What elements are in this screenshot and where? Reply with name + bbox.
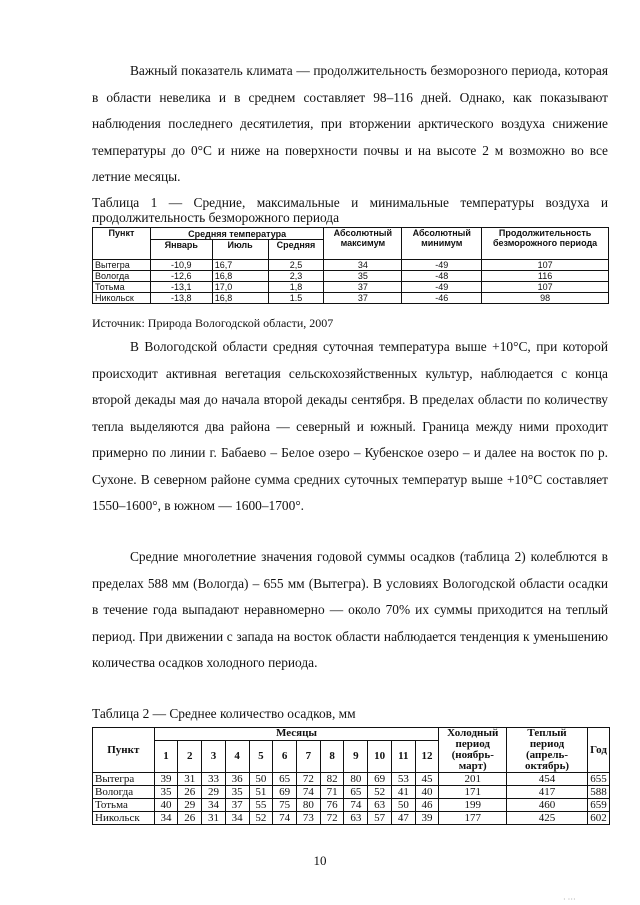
t1-header-jan: Январь [150,240,212,260]
t2-header-warm: Теплый период (апрель-октябрь) [507,728,588,773]
table-row: Никольск -13,8 16,8 1.5 37 -46 98 [93,293,609,304]
t1-header-frost-free: Продолжительность безморожного периода [482,228,609,260]
table-row: Тотьма -13,1 17,0 1,8 37 -49 107 [93,282,609,293]
table-row: Вытегра -10,9 16,7 2,5 34 -49 107 [93,260,609,271]
t2-header-month: 6 [273,740,297,772]
table1-caption: Таблица 1 — Средние, максимальные и минимальные температуры воздуха и продолжительность безморожного периода [92,195,608,225]
t2-header-month: 10 [368,740,392,772]
paragraph-precipitation: Средние многолетние значения годовой суммы осадков (таблица 2) колеблются в пределах 588 мм (Вологда) – 655 мм (Вытегра). В условиях Вологодской области осадки в течение года выпадают неравномерно — около 70% их суммы приходится на теплый период. При движении с запада на восток области наблюдается тенденция к уменьшению количества осадков холодного периода. [92,549,608,670]
t1-header-abs-max: Абсолютный максимум [324,228,402,260]
t2-header-month: 5 [249,740,273,772]
precipitation-table [92,727,610,825]
page-number: 10 [313,853,327,868]
t2-header-cold: Холодный период (ноябрь-март) [439,728,507,773]
paragraph-frost-free-period: Важный показатель климата — продолжительность безморозного периода, которая в области невелика и в среднем составляет 98–116 дней. Однако, как показывают наблюдения последнего десятилетия, при вторжении арктического воздуха снижение температуры до 0°С и ниже на поверхности почвы и на высоте 2 м возможно во все летние месяцы. [92,63,608,184]
t2-header-month: 8 [320,740,344,772]
t1-header-avg-temp: Средняя температура [150,228,324,240]
t2-header-month: 12 [415,740,439,772]
t2-header-month: 3 [202,740,226,772]
corner-mark: · ··· [563,895,576,904]
t1-header-jul: Июль [212,240,268,260]
table-row: Вытегра 39 31 33 36 50 65 72 82 80 69 53 45 201 454 655 [93,773,610,786]
t2-header-year: Год [588,728,610,773]
t2-header-point: Пункт [93,728,155,773]
t2-header-month: 9 [344,740,368,772]
table-row: Вологда -12,6 16,8 2,3 35 -48 116 [93,271,609,282]
table-row: Тотьма 40 29 34 37 55 75 80 76 74 63 50 46 199 460 659 [93,799,610,812]
t2-header-month: 7 [297,740,321,772]
t1-header-point: Пункт [93,228,151,260]
table-row: Вологда 35 26 29 35 51 69 74 71 65 52 41 40 171 417 588 [93,786,610,799]
t2-body [93,773,610,825]
table2-caption: Таблица 2 — Среднее количество осадков, мм [92,706,356,721]
t2-header-months: Месяцы [154,728,439,741]
t2-header-month: 1 [154,740,178,772]
t2-header-month: 4 [225,740,249,772]
table-row: Никольск 34 26 31 34 52 74 73 72 63 57 47 39 177 425 602 [93,812,610,825]
paragraph-active-temperatures: В Вологодской области средняя суточная температура выше +10°С, при которой происходит активная вегетация сельскохозяйственных культур, наблюдается с конца второй декады мая до начала второй декады сентября. В пределах области по количеству тепла выделяются два района — северный и южный. Граница между ними проходит примерно по линии г. Бабаево – Белое озеро – Кубенское озеро – и далее на восток по р. Сухоне. В северном районе сумма средних суточных температур выше +10°С составляет 1550–1600°, в южном — 1600–1700°. [92,339,608,513]
temperature-table [92,227,609,304]
t1-header-mean: Средняя [268,240,324,260]
t2-header-month: 11 [391,740,415,772]
t2-header-month: 2 [178,740,202,772]
t1-header-abs-min: Абсолютный минимум [402,228,482,260]
table1-source: Источник: Природа Вологодской области, 2007 [92,316,334,330]
